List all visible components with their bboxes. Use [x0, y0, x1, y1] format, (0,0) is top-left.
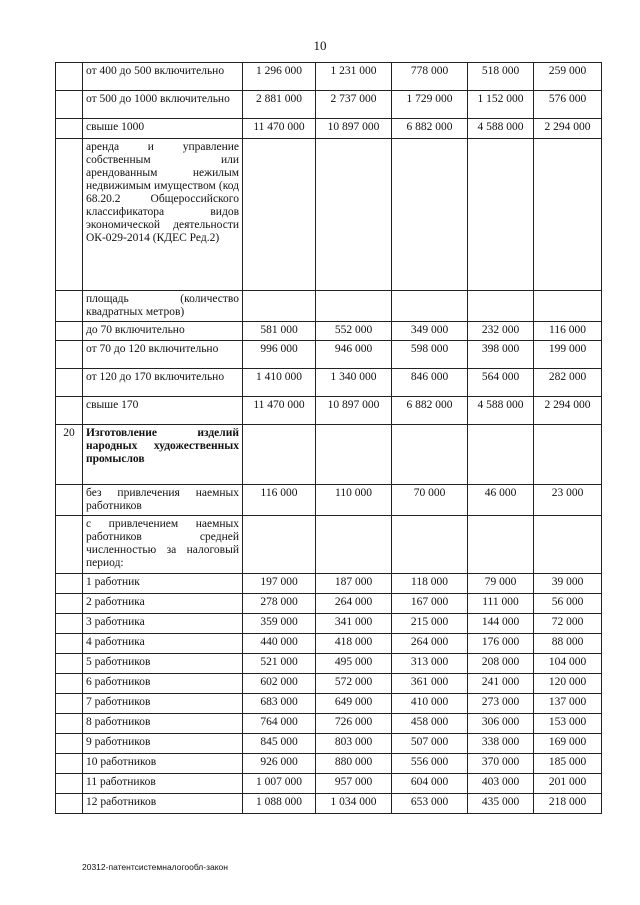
amount-cell-3: 349 000 — [392, 322, 468, 341]
amount-cell-1: 11 470 000 — [243, 397, 316, 425]
amount-cell-4: 403 000 — [468, 774, 534, 794]
amount-cell-3: 361 000 — [392, 674, 468, 694]
description-cell: 10 работников — [83, 754, 243, 774]
row-number-cell — [56, 674, 83, 694]
amount-cell-3: 556 000 — [392, 754, 468, 774]
description-cell: 4 работника — [83, 634, 243, 654]
table-row — [56, 139, 602, 291]
amount-cell-1 — [243, 139, 316, 291]
amount-cell-1: 764 000 — [243, 714, 316, 734]
amount-cell-2: 10 897 000 — [316, 119, 392, 139]
amount-cell-4 — [468, 291, 534, 322]
amount-cell-5: 2 294 000 — [534, 119, 602, 139]
amount-cell-5 — [534, 139, 602, 291]
row-number-cell — [56, 91, 83, 119]
table-row — [56, 734, 602, 754]
row-number-cell — [56, 714, 83, 734]
amount-cell-1: 278 000 — [243, 594, 316, 614]
table-row — [56, 574, 602, 594]
amount-cell-2 — [316, 425, 392, 485]
amount-cell-3: 507 000 — [392, 734, 468, 754]
row-number-cell — [56, 139, 83, 291]
amount-cell-1 — [243, 425, 316, 485]
description-cell: 2 работника — [83, 594, 243, 614]
amount-cell-2 — [316, 516, 392, 574]
description-cell: от 120 до 170 включительно — [83, 369, 243, 397]
amount-cell-2: 880 000 — [316, 754, 392, 774]
amount-cell-1: 521 000 — [243, 654, 316, 674]
description-cell: площадь (количество квадратных метров) — [83, 291, 243, 322]
table-row — [56, 397, 602, 425]
page-number: 10 — [313, 38, 327, 53]
amount-cell-4: 273 000 — [468, 694, 534, 714]
amount-cell-3: 410 000 — [392, 694, 468, 714]
description-cell: с привлечением наемных работников средней численностью за налоговый период: — [83, 516, 243, 574]
amount-cell-3: 604 000 — [392, 774, 468, 794]
footer-file-name: 20312-патентсистемналогообл-закон — [82, 862, 228, 872]
table-row — [56, 119, 602, 139]
amount-cell-2: 726 000 — [316, 714, 392, 734]
amount-cell-5: 169 000 — [534, 734, 602, 754]
table-row — [56, 516, 602, 574]
row-number-cell — [56, 322, 83, 341]
amount-cell-5: 137 000 — [534, 694, 602, 714]
amount-cell-4: 4 588 000 — [468, 397, 534, 425]
amount-cell-3: 70 000 — [392, 485, 468, 516]
row-number-cell — [56, 341, 83, 369]
table-row — [56, 485, 602, 516]
amount-cell-3: 6 882 000 — [392, 397, 468, 425]
amount-cell-5 — [534, 291, 602, 322]
amount-cell-1 — [243, 291, 316, 322]
description-cell: от 400 до 500 включительно — [83, 63, 243, 91]
table-row — [56, 714, 602, 734]
amount-cell-5: 201 000 — [534, 774, 602, 794]
amount-cell-2 — [316, 139, 392, 291]
amount-cell-5: 576 000 — [534, 91, 602, 119]
amount-cell-5 — [534, 516, 602, 574]
row-number-cell — [56, 634, 83, 654]
table-row — [56, 774, 602, 794]
amount-cell-4 — [468, 139, 534, 291]
row-number-cell — [56, 614, 83, 634]
description-cell: свыше 1000 — [83, 119, 243, 139]
table-row — [56, 341, 602, 369]
amount-cell-5: 120 000 — [534, 674, 602, 694]
amount-cell-3: 118 000 — [392, 574, 468, 594]
amount-cell-4: 398 000 — [468, 341, 534, 369]
amount-cell-2: 1 340 000 — [316, 369, 392, 397]
amount-cell-1: 926 000 — [243, 754, 316, 774]
description-cell: 1 работник — [83, 574, 243, 594]
amount-cell-3: 653 000 — [392, 794, 468, 814]
amount-cell-4: 46 000 — [468, 485, 534, 516]
description-cell: без привлечения наемных работников — [83, 485, 243, 516]
amount-cell-5: 23 000 — [534, 485, 602, 516]
description-cell: 7 работников — [83, 694, 243, 714]
table-row — [56, 594, 602, 614]
amount-cell-3 — [392, 516, 468, 574]
row-number-cell — [56, 734, 83, 754]
amount-cell-1: 996 000 — [243, 341, 316, 369]
amount-cell-2: 957 000 — [316, 774, 392, 794]
amount-cell-2: 264 000 — [316, 594, 392, 614]
table-row — [56, 634, 602, 654]
description-cell: 12 работников — [83, 794, 243, 814]
amount-cell-3: 264 000 — [392, 634, 468, 654]
amount-cell-2: 946 000 — [316, 341, 392, 369]
amount-cell-3 — [392, 291, 468, 322]
amount-cell-2: 341 000 — [316, 614, 392, 634]
row-number-cell — [56, 63, 83, 91]
amount-cell-1: 602 000 — [243, 674, 316, 694]
description-cell: Изготовление изделий народных художественных промыслов — [83, 425, 243, 485]
amount-cell-5: 282 000 — [534, 369, 602, 397]
amount-cell-3: 1 729 000 — [392, 91, 468, 119]
amount-cell-4: 111 000 — [468, 594, 534, 614]
amount-cell-1 — [243, 516, 316, 574]
amount-cell-4 — [468, 425, 534, 485]
amount-cell-3: 6 882 000 — [392, 119, 468, 139]
table-row — [56, 369, 602, 397]
tax-rates-table — [55, 62, 602, 814]
description-cell: от 70 до 120 включительно — [83, 341, 243, 369]
description-cell: от 500 до 1000 включительно — [83, 91, 243, 119]
amount-cell-3: 167 000 — [392, 594, 468, 614]
amount-cell-2: 803 000 — [316, 734, 392, 754]
row-number-cell — [56, 574, 83, 594]
table-row — [56, 754, 602, 774]
amount-cell-1: 845 000 — [243, 734, 316, 754]
description-cell: до 70 включительно — [83, 322, 243, 341]
amount-cell-2: 1 034 000 — [316, 794, 392, 814]
row-number-cell — [56, 654, 83, 674]
amount-cell-3 — [392, 425, 468, 485]
amount-cell-3: 215 000 — [392, 614, 468, 634]
amount-cell-2: 418 000 — [316, 634, 392, 654]
amount-cell-2: 495 000 — [316, 654, 392, 674]
amount-cell-5: 104 000 — [534, 654, 602, 674]
amount-cell-4: 435 000 — [468, 794, 534, 814]
amount-cell-4: 232 000 — [468, 322, 534, 341]
amount-cell-5: 199 000 — [534, 341, 602, 369]
amount-cell-1: 116 000 — [243, 485, 316, 516]
table-row — [56, 654, 602, 674]
amount-cell-5: 39 000 — [534, 574, 602, 594]
row-number-cell — [56, 369, 83, 397]
amount-cell-2: 10 897 000 — [316, 397, 392, 425]
table-row — [56, 291, 602, 322]
amount-cell-2: 110 000 — [316, 485, 392, 516]
amount-cell-4: 370 000 — [468, 754, 534, 774]
row-number-cell — [56, 774, 83, 794]
row-number-cell — [56, 794, 83, 814]
amount-cell-1: 1 296 000 — [243, 63, 316, 91]
row-number-cell — [56, 754, 83, 774]
amount-cell-1: 683 000 — [243, 694, 316, 714]
amount-cell-2: 187 000 — [316, 574, 392, 594]
row-number-cell — [56, 694, 83, 714]
amount-cell-4: 144 000 — [468, 614, 534, 634]
amount-cell-4: 518 000 — [468, 63, 534, 91]
table-row — [56, 91, 602, 119]
amount-cell-4: 208 000 — [468, 654, 534, 674]
amount-cell-3 — [392, 139, 468, 291]
row-number-cell — [56, 397, 83, 425]
amount-cell-1: 1 007 000 — [243, 774, 316, 794]
amount-cell-2: 649 000 — [316, 694, 392, 714]
row-number-cell — [56, 516, 83, 574]
amount-cell-1: 359 000 — [243, 614, 316, 634]
table-row — [56, 614, 602, 634]
amount-cell-3: 778 000 — [392, 63, 468, 91]
table-row — [56, 322, 602, 341]
description-cell: 3 работника — [83, 614, 243, 634]
table-row — [56, 694, 602, 714]
row-number-cell — [56, 485, 83, 516]
amount-cell-4 — [468, 516, 534, 574]
row-number-cell: 20 — [56, 425, 83, 485]
amount-cell-1: 440 000 — [243, 634, 316, 654]
amount-cell-5: 185 000 — [534, 754, 602, 774]
description-cell: 5 работников — [83, 654, 243, 674]
table-row — [56, 794, 602, 814]
amount-cell-2: 2 737 000 — [316, 91, 392, 119]
amount-cell-3: 313 000 — [392, 654, 468, 674]
amount-cell-4: 306 000 — [468, 714, 534, 734]
amount-cell-5: 88 000 — [534, 634, 602, 654]
description-cell: 9 работников — [83, 734, 243, 754]
amount-cell-1: 581 000 — [243, 322, 316, 341]
description-cell: аренда и управление собственным или арендованным нежилым недвижимым имуществом (код 68.20.2 Общероссийского классификатора видов экономической деятельности ОК-029-2014 (КДЕС Ред.2) — [83, 139, 243, 291]
description-cell: 11 работников — [83, 774, 243, 794]
amount-cell-1: 197 000 — [243, 574, 316, 594]
amount-cell-5 — [534, 425, 602, 485]
amount-cell-5: 116 000 — [534, 322, 602, 341]
amount-cell-5: 2 294 000 — [534, 397, 602, 425]
amount-cell-5: 218 000 — [534, 794, 602, 814]
amount-cell-4: 176 000 — [468, 634, 534, 654]
amount-cell-4: 1 152 000 — [468, 91, 534, 119]
amount-cell-3: 846 000 — [392, 369, 468, 397]
description-cell: 8 работников — [83, 714, 243, 734]
description-cell: свыше 170 — [83, 397, 243, 425]
amount-cell-3: 458 000 — [392, 714, 468, 734]
description-cell: 6 работников — [83, 674, 243, 694]
amount-cell-5: 56 000 — [534, 594, 602, 614]
table-row — [56, 425, 602, 485]
amount-cell-5: 72 000 — [534, 614, 602, 634]
row-number-cell — [56, 594, 83, 614]
amount-cell-4: 564 000 — [468, 369, 534, 397]
table-row — [56, 63, 602, 91]
amount-cell-2: 572 000 — [316, 674, 392, 694]
table-row — [56, 674, 602, 694]
amount-cell-2 — [316, 291, 392, 322]
amount-cell-1: 2 881 000 — [243, 91, 316, 119]
amount-cell-1: 11 470 000 — [243, 119, 316, 139]
row-number-cell — [56, 119, 83, 139]
amount-cell-3: 598 000 — [392, 341, 468, 369]
amount-cell-4: 79 000 — [468, 574, 534, 594]
amount-cell-2: 552 000 — [316, 322, 392, 341]
row-number-cell — [56, 291, 83, 322]
amount-cell-1: 1 088 000 — [243, 794, 316, 814]
amount-cell-2: 1 231 000 — [316, 63, 392, 91]
amount-cell-4: 4 588 000 — [468, 119, 534, 139]
amount-cell-5: 153 000 — [534, 714, 602, 734]
amount-cell-1: 1 410 000 — [243, 369, 316, 397]
amount-cell-5: 259 000 — [534, 63, 602, 91]
amount-cell-4: 241 000 — [468, 674, 534, 694]
amount-cell-4: 338 000 — [468, 734, 534, 754]
